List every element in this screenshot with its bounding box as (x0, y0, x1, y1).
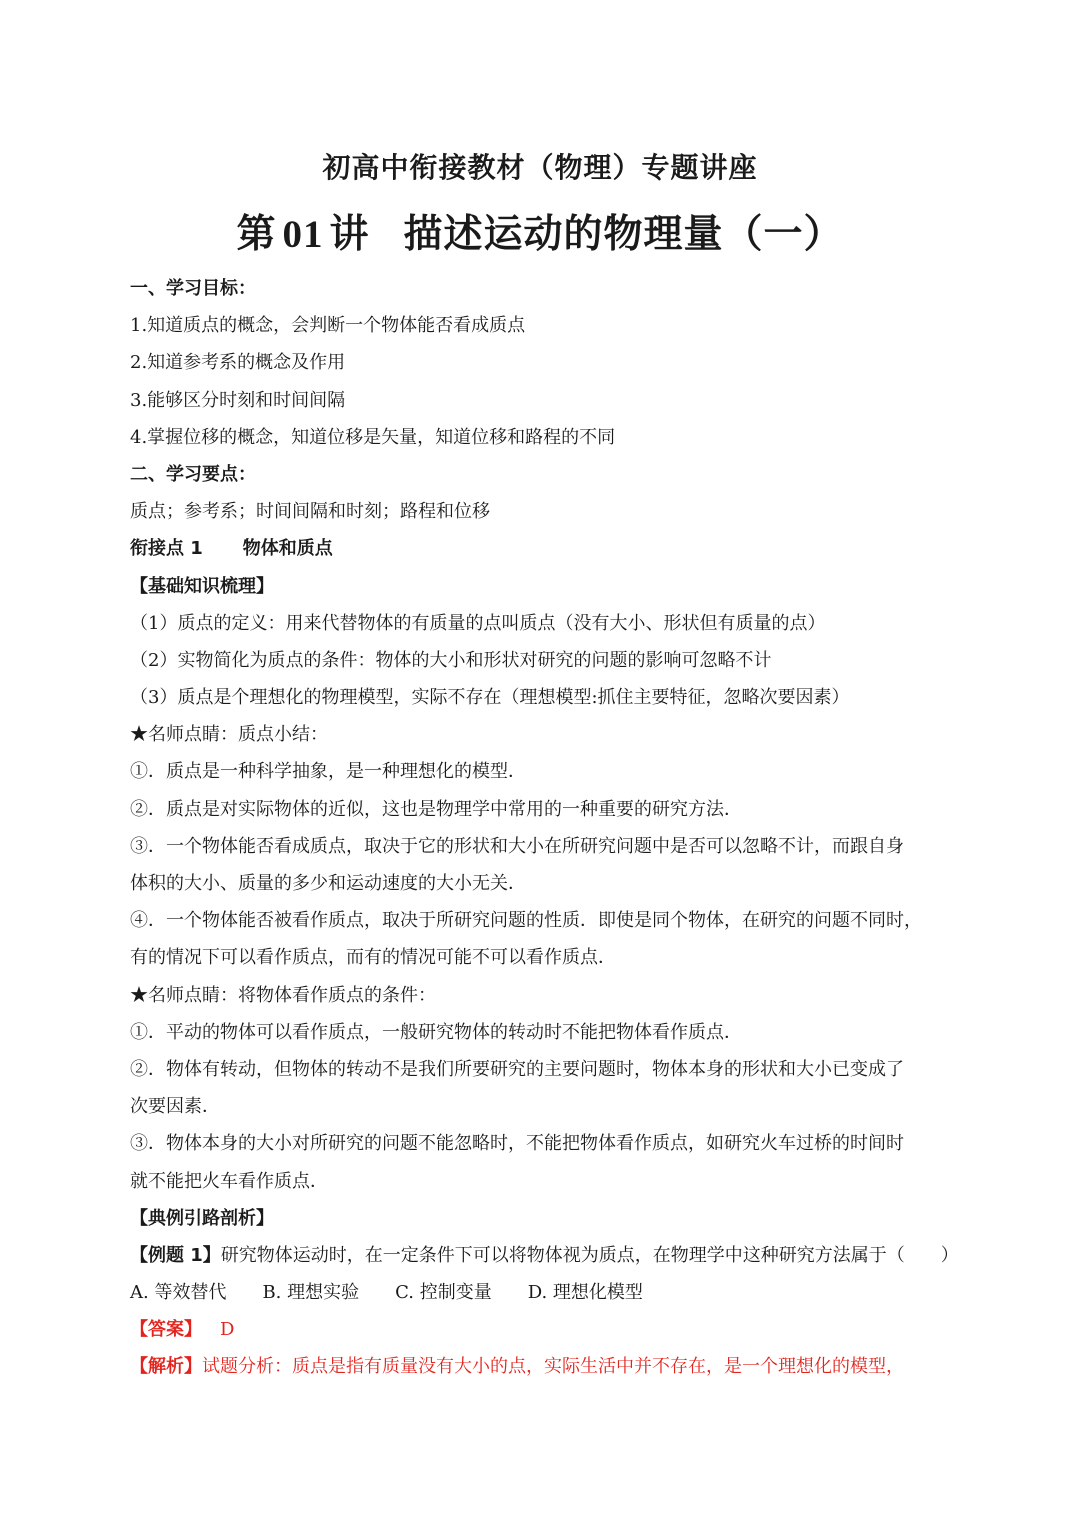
example-question (130, 1237, 960, 1274)
option-c: C. 控制变量 (395, 1282, 492, 1304)
basics-item: （1）质点的定义：用来代替物体的有质量的点叫质点（没有大小、形状但有质量的点） (130, 612, 826, 634)
basics-item: （2）实物简化为质点的条件：物体的大小和形状对研究的问题的影响可忽略不计 (130, 649, 772, 671)
title-number: 01 (282, 213, 324, 256)
lecture-title (0, 203, 1080, 259)
tip1-line: ④．一个物体能否被看作质点，取决于所研究问题的性质．即使是同个物体，在研究的问题不同时， (130, 910, 922, 932)
tip1-line: ②．质点是对实际物体的近似，这也是物理学中常用的一种重要的研究方法． (130, 798, 742, 820)
option-d: D. 理想化模型 (527, 1282, 643, 1304)
analysis-text: 试题分析：质点是指有质量没有大小的点，实际生活中并不存在，是一个理想化的模型， (202, 1356, 904, 1378)
option-a: A. 等效替代 (130, 1282, 227, 1304)
analysis-line (130, 1348, 960, 1385)
basics-heading: 【基础知识梳理】 (130, 575, 274, 597)
basics-item: （3）质点是个理想化的物理模型，实际不存在（理想模型:抓住主要特征，忽略次要因素） (130, 687, 850, 709)
answer-label: 【答案】 (130, 1319, 202, 1341)
tip2-line: ②．物体有转动，但物体的转动不是我们所要研究的主要问题时，物体本身的形状和大小已变成了 (130, 1058, 904, 1080)
point1-heading (130, 530, 960, 567)
section1-heading: 一、学习目标： (130, 278, 256, 299)
analysis-label: 【解析】 (130, 1356, 202, 1378)
answer-value: D (220, 1319, 235, 1341)
tip2-heading: ★名师点睛：将物体看作质点的条件： (130, 984, 436, 1006)
title-text: 描述运动的物理量（一） (403, 211, 844, 257)
example-heading: 【典例引路剖析】 (130, 1207, 274, 1229)
tip1-line: 体积的大小、质量的多少和运动速度的大小无关． (130, 873, 526, 894)
goal-item: 3.能够区分时刻和时间间隔 (130, 389, 346, 411)
option-b: B. 理想实验 (262, 1282, 360, 1304)
section2-heading: 二、学习要点： (130, 463, 256, 485)
tip1-line: ①．质点是一种科学抽象，是一种理想化的模型． (130, 761, 526, 783)
tip1-heading: ★名师点睛：质点小结： (130, 724, 328, 746)
point1-label: 衔接点 1 (130, 538, 203, 560)
title-prefix: 第 (236, 211, 277, 257)
key-points: 质点；参考系；时间间隔和时刻；路程和位移 (130, 501, 490, 523)
tip2-line: 就不能把火车看作质点． (130, 1170, 328, 1192)
answer-line (130, 1311, 960, 1348)
tip2-line: ①．平动的物体可以看作质点，一般研究物体的转动时不能把物体看作质点． (130, 1021, 742, 1043)
tip2-line: 次要因素． (130, 1096, 220, 1118)
tip1-line: ③．一个物体能否看成质点，取决于它的形状和大小在所研究问题中是否可以忽略不计，而跟自身 (130, 835, 904, 857)
series-header: 初高中衔接教材（物理）专题讲座 (322, 151, 758, 184)
point1-title: 物体和质点 (242, 538, 333, 560)
example-question-text: 研究物体运动时，在一定条件下可以将物体视为质点，在物理学中这种研究方法属于（ ） (220, 1244, 959, 1266)
goal-item: 2.知道参考系的概念及作用 (130, 352, 346, 374)
tip1-line: 有的情况下可以看作质点，而有的情况可能不可以看作质点． (130, 947, 616, 969)
goal-item: 1.知道质点的概念，会判断一个物体能否看成质点 (130, 315, 526, 337)
example-label: 【例题 1】 (130, 1244, 221, 1266)
example-options (130, 1274, 960, 1311)
content-body (130, 270, 960, 1386)
goal-item: 4.掌握位移的概念，知道位移是矢量，知道位移和路程的不同 (130, 426, 616, 448)
tip2-line: ③．物体本身的大小对所研究的问题不能忽略时，不能把物体看作质点，如研究火车过桥的时间时 (130, 1133, 904, 1155)
title-suffix: 讲 (329, 211, 370, 257)
